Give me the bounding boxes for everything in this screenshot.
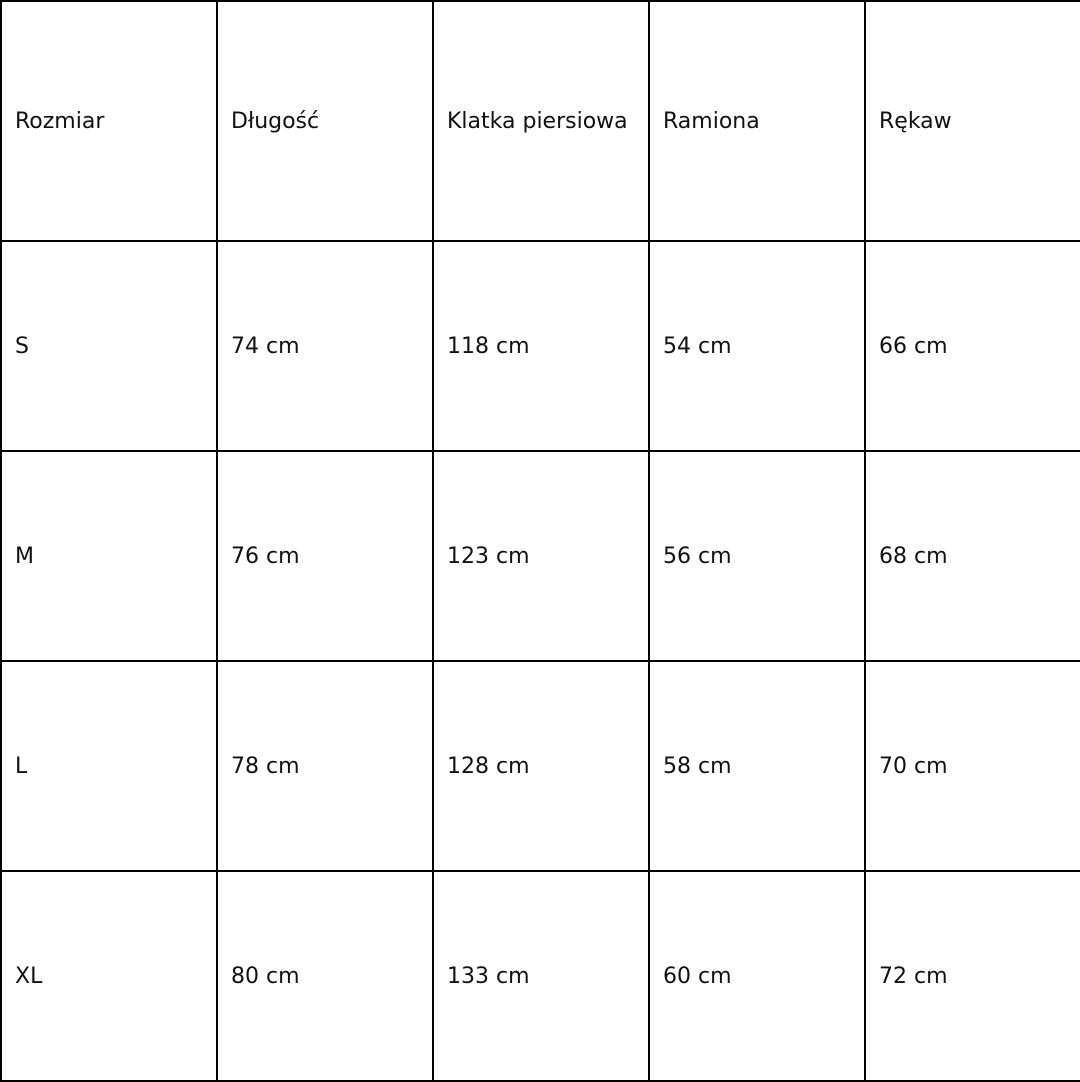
cell-chest: 128 cm: [433, 661, 649, 871]
cell-shoulders: 56 cm: [649, 451, 865, 661]
cell-chest: 118 cm: [433, 241, 649, 451]
table-row: [1, 241, 1080, 451]
table-header-row: [1, 1, 1080, 241]
cell-sleeve: 66 cm: [865, 241, 1080, 451]
cell-chest: 133 cm: [433, 871, 649, 1081]
cell-length: 78 cm: [217, 661, 433, 871]
table-row: [1, 871, 1080, 1081]
header-cell-length: Długość: [217, 1, 433, 241]
cell-sleeve: 68 cm: [865, 451, 1080, 661]
cell-shoulders: 54 cm: [649, 241, 865, 451]
cell-size: L: [1, 661, 217, 871]
cell-size: XL: [1, 871, 217, 1081]
header-cell-chest: Klatka piersiowa: [433, 1, 649, 241]
cell-sleeve: 70 cm: [865, 661, 1080, 871]
cell-shoulders: 60 cm: [649, 871, 865, 1081]
cell-length: 74 cm: [217, 241, 433, 451]
header-cell-size: Rozmiar: [1, 1, 217, 241]
header-cell-sleeve: Rękaw: [865, 1, 1080, 241]
cell-size: S: [1, 241, 217, 451]
cell-length: 80 cm: [217, 871, 433, 1081]
cell-chest: 123 cm: [433, 451, 649, 661]
header-cell-shoulders: Ramiona: [649, 1, 865, 241]
table-row: [1, 451, 1080, 661]
cell-length: 76 cm: [217, 451, 433, 661]
cell-size: M: [1, 451, 217, 661]
cell-shoulders: 58 cm: [649, 661, 865, 871]
cell-sleeve: 72 cm: [865, 871, 1080, 1081]
table-row: [1, 661, 1080, 871]
